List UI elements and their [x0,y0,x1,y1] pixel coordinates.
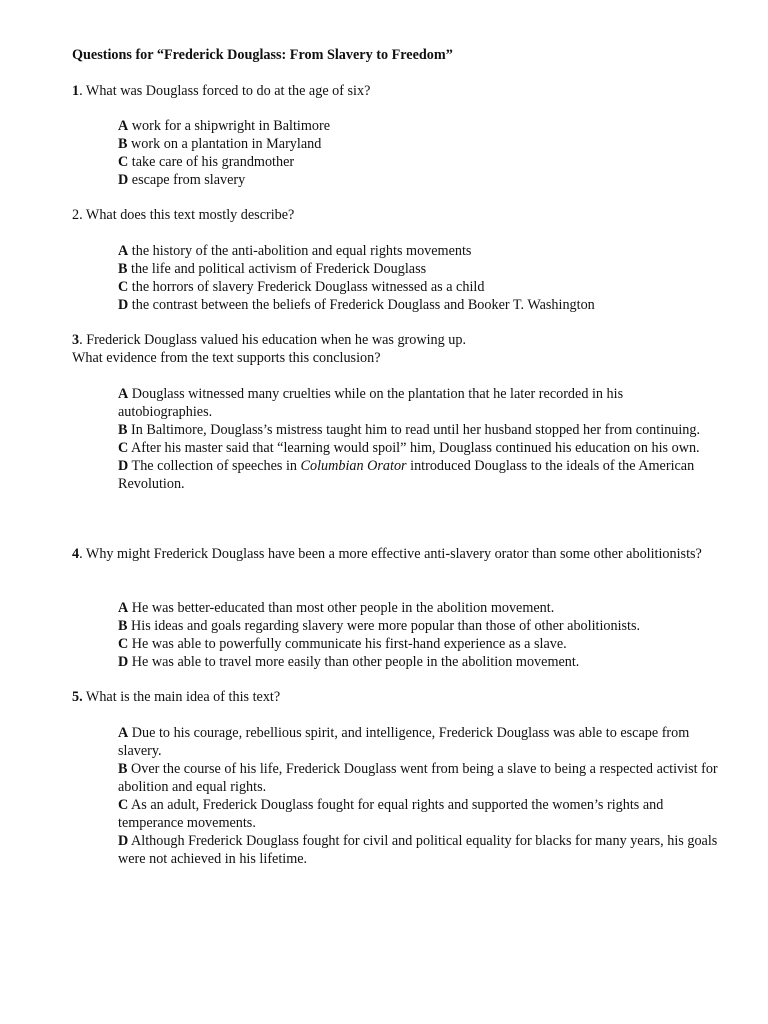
answer-option [118,421,718,439]
question-4 [72,545,712,563]
answer-option [118,385,718,421]
answer-text: Although Frederick Douglass fought for civil and political equality for blacks for many years, his goals were not achieved in his lifetime. [118,833,718,867]
answer-option [118,135,718,153]
answer-text: He was able to travel more easily than other people in the abolition movement. [128,654,580,670]
answer-letter: D [118,172,129,188]
answer-option [118,278,718,296]
question-number: 1 [72,83,80,99]
answer-option [118,760,718,796]
answer-option [118,242,718,260]
answer-text: Over the course of his life, Frederick Douglass went from being a slave to being a respected activist for abolition and equal rights. [118,761,718,795]
answer-letter: B [118,136,128,152]
question-1-answers [118,117,718,189]
answer-text: the contrast between the beliefs of Frederick Douglass and Booker T. Washington [128,297,595,313]
answer-letter: A [118,118,129,134]
answer-option [118,117,718,135]
answer-option [118,457,718,493]
answer-option [118,653,718,671]
answer-letter: A [118,725,129,741]
answer-letter: C [118,279,129,295]
question-1 [72,82,712,100]
answer-text: Due to his courage, rebellious spirit, and intelligence, Frederick Douglass was able to escape from slavery. [118,725,690,759]
answer-option [118,260,718,278]
answer-option [118,599,718,617]
answer-text: take care of his grandmother [128,154,295,170]
question-3 [72,331,712,367]
book-title: Columbian Orator [300,458,407,474]
question-text: . What does this text mostly describe? [79,207,295,223]
question-number: 5. [72,689,83,705]
answer-letter: B [118,761,128,777]
answer-option [118,635,718,653]
answer-letter: D [118,654,129,670]
question-text: What is the main idea of this text? [82,689,281,705]
question-3-answers [118,385,718,493]
answer-text: work for a shipwright in Baltimore [128,118,330,134]
answer-text: As an adult, Frederick Douglass fought for equal rights and supported the women’s rights and temperance movements. [118,797,664,831]
question-2-answers [118,242,718,314]
answer-option [118,171,718,189]
answer-letter: C [118,154,129,170]
answer-option [118,439,718,457]
question-2 [72,206,712,224]
question-text: . Why might Frederick Douglass have been a more effective anti-slavery orator than some other abolitionists? [79,546,702,562]
answer-text: the history of the anti-abolition and equal rights movements [128,243,472,259]
answer-letter: B [118,618,128,634]
question-number: 2 [72,207,80,223]
worksheet-title: Questions for “Frederick Douglass: From Slavery to Freedom” [72,47,453,63]
answer-text: the life and political activism of Frederick Douglass [127,261,427,277]
question-5 [72,688,712,706]
answer-text: He was able to powerfully communicate his first-hand experience as a slave. [128,636,567,652]
answer-letter: D [118,297,129,313]
answer-option [118,832,718,868]
question-4-answers [118,599,718,671]
answer-letter: D [118,833,129,849]
question-text-line-2: What evidence from the text supports this conclusion? [72,350,381,366]
answer-text-continued: introduced Douglass to the ideals of the American Revolution. [118,458,695,492]
answer-letter: C [118,440,129,456]
answer-text: He was better-educated than most other people in the abolition movement. [128,600,555,616]
answer-letter: A [118,386,129,402]
answer-option [118,617,718,635]
answer-text: work on a plantation in Maryland [127,136,322,152]
answer-letter: A [118,243,129,259]
answer-option [118,153,718,171]
answer-letter: C [118,797,129,813]
answer-letter: B [118,261,128,277]
answer-text: Douglass witnessed many cruelties while on the plantation that he later recorded in his autobiographies. [118,386,624,420]
answer-text: In Baltimore, Douglass’s mistress taught him to read until her husband stopped her from continuing. [127,422,701,438]
answer-text: After his master said that “learning would spoil” him, Douglass continued his education on his own. [128,440,700,456]
answer-letter: A [118,600,129,616]
answer-text: His ideas and goals regarding slavery were more popular than those of other abolitionists. [127,618,641,634]
question-number: 4 [72,546,80,562]
question-text: . Frederick Douglass valued his education when he was growing up. [79,332,467,348]
answer-letter: D [118,458,129,474]
answer-letter: B [118,422,128,438]
question-number: 3 [72,332,80,348]
answer-option [118,796,718,832]
answer-text: The collection of speeches in [128,458,301,474]
answer-letter: C [118,636,129,652]
question-5-answers [118,724,718,868]
answer-option [118,724,718,760]
answer-text: escape from slavery [128,172,246,188]
answer-text: the horrors of slavery Frederick Douglass witnessed as a child [128,279,485,295]
question-text: . What was Douglass forced to do at the age of six? [79,83,371,99]
answer-option [118,296,718,314]
